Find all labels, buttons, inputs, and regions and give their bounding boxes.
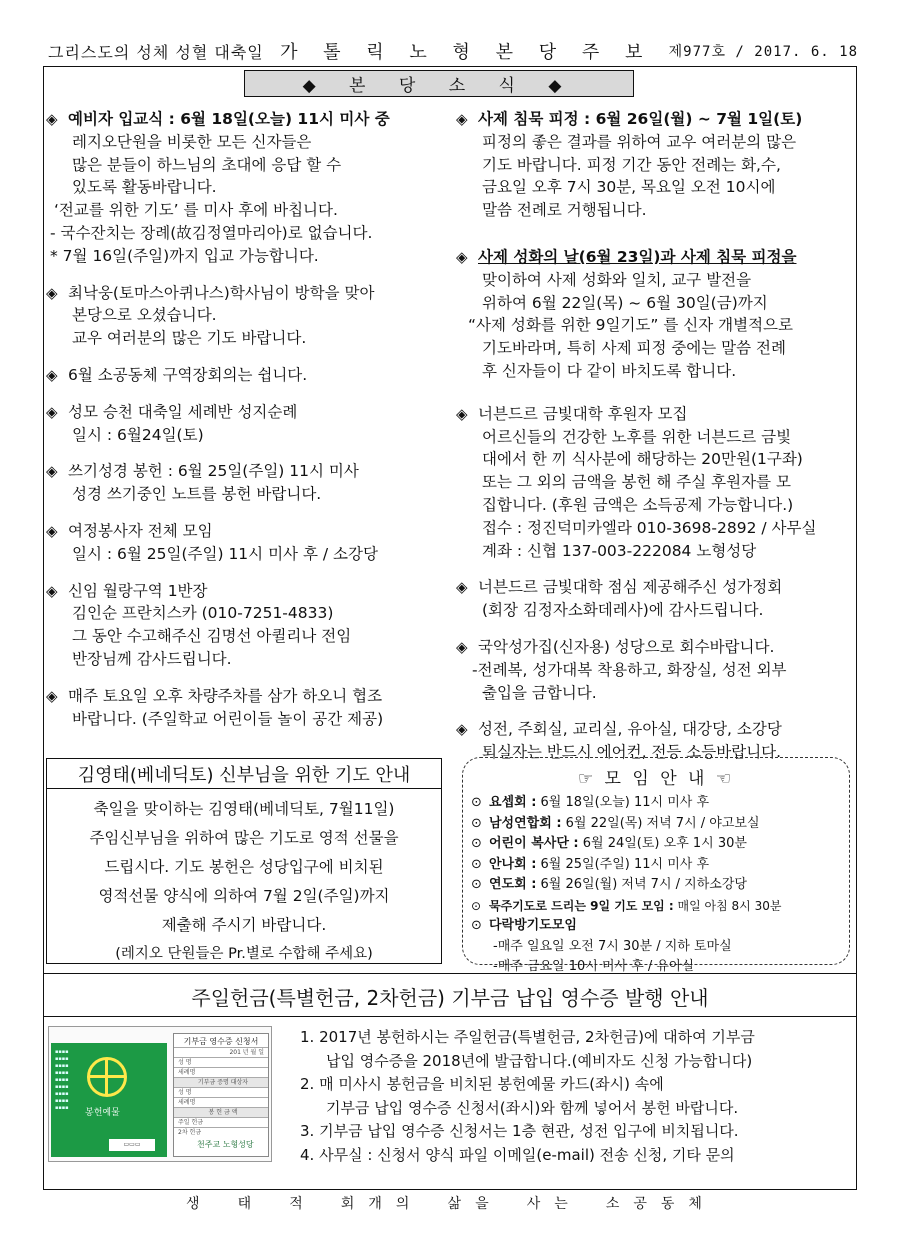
- diamond-icon: ◈: [46, 283, 58, 302]
- news-item-line: 본당으로 오셨습니다.: [72, 306, 217, 325]
- meeting-detail: 6월 22일(목) 저녁 7시 / 야고보실: [561, 815, 760, 831]
- instruction-continuation: 납입 영수증을 2018년에 발급합니다.(예비자도 신청 가능합니다): [326, 1051, 753, 1070]
- news-item-line: 계좌 : 신협 137-003-222084 노형성당: [482, 541, 757, 560]
- meeting-item: [471, 855, 849, 876]
- news-item-line: 후 신자들이 다 같이 바치도록 합니다.: [482, 361, 737, 380]
- left-column: [46, 108, 442, 744]
- circle-bullet-icon: ⊙: [471, 856, 482, 872]
- news-item-line: 많은 분들이 하느님의 초대에 응답 할 수: [72, 155, 342, 174]
- news-item-title: 매주 토요일 오후 차량주차를 삼가 하오니 협조: [68, 686, 383, 705]
- footer-word: 소공동체: [605, 1196, 716, 1212]
- meeting-name: 남성연합회 :: [489, 815, 562, 831]
- footer-word: 적: [289, 1196, 317, 1212]
- news-item-title: 6월 소공동체 구역장회의는 쉽니다.: [68, 365, 308, 384]
- meeting-detail: 6월 24일(토) 오후 1시 30분: [578, 836, 747, 851]
- parish-logo: 천주교 노형성당: [197, 1140, 254, 1149]
- form-row: 기부금 증명 대상자: [174, 1077, 268, 1087]
- meeting-item: [471, 896, 849, 917]
- envelope-text: ▪▪▪▪ ▪▪▪▪ ▪▪▪▪ ▪▪▪▪ ▪▪▪▪ ▪▪▪▪ ▪▪▪▪ ▪▪▪▪ ▪▪▪▪: [55, 1049, 69, 1111]
- receipt-notice-title: 주일헌금(특별헌금, 2차헌금) 기부금 납입 영수증 발행 안내: [191, 985, 709, 1010]
- issue-number: 제977호 / 2017. 6. 18: [668, 44, 858, 60]
- news-item-title: 성전, 주회실, 교리실, 유아실, 대강당, 소강당: [478, 720, 782, 739]
- instruction-number: 1.: [300, 1028, 315, 1046]
- news-item-line: 교우 여러분의 많은 기도 바랍니다.: [72, 329, 307, 348]
- diamond-icon: ◈: [456, 720, 468, 739]
- diamond-icon: ◈: [46, 110, 58, 128]
- diamond-icon: ◈: [46, 365, 58, 384]
- instruction-number: 4.: [300, 1145, 315, 1164]
- diamond-icon: ◈: [456, 247, 468, 266]
- circle-bullet-icon: ⊙: [471, 836, 482, 851]
- news-item-line: 기도 바랍니다. 피정 기간 동안 전례는 화,수,: [482, 155, 781, 174]
- news-item-line: 집합니다. (후원 금액은 소득공제 가능합니다.): [482, 495, 794, 514]
- news-item-line: 맞이하여 사제 성화와 일치, 교구 발전을: [482, 270, 752, 289]
- envelope-label: 봉헌예물: [85, 1108, 120, 1118]
- instruction-number: 3.: [300, 1122, 315, 1140]
- diamond-icon: ◈: [456, 637, 468, 656]
- news-item-line: 일시 : 6월 25일(주일) 11시 미사 후 / 소강당: [72, 544, 378, 563]
- meeting-name: 다락방기도모임: [489, 918, 577, 933]
- meeting-item: [471, 834, 849, 855]
- receipt-form-image: [48, 1026, 272, 1162]
- right-column: [456, 108, 854, 778]
- news-item-line: (회장 김정자소화데레사)에 감사드립니다.: [482, 601, 764, 620]
- prayer-line: 영적선물 양식에 의하여 7월 2일(주일)까지: [98, 887, 390, 905]
- news-item-title: 여정봉사자 전체 모임: [68, 521, 213, 540]
- meeting-detail: 6월 26일(월) 저녁 7시 / 지하소강당: [536, 877, 747, 892]
- news-item-line: 반장님께 감사드립니다.: [72, 649, 232, 668]
- footer-word: 생: [186, 1196, 214, 1212]
- meeting-name: 안나회 :: [489, 856, 537, 872]
- news-item: [456, 403, 854, 563]
- news-item-line: -전례복, 성가대복 착용하고, 화장실, 성전 외부: [472, 660, 787, 679]
- page-header: [48, 38, 858, 64]
- form-row: 봉 헌 금 액: [174, 1107, 268, 1117]
- news-item-line: 금요일 오후 7시 30분, 목요일 오전 10시에: [482, 178, 776, 197]
- instruction-item: [300, 1073, 850, 1097]
- news-item-line: 피정의 좋은 결과를 위하여 교우 여러분의 많은: [482, 132, 797, 151]
- meeting-name: 요셉회 :: [489, 795, 537, 810]
- meeting-item: [471, 916, 849, 937]
- meeting-detail: 6월 18일(오늘) 11시 미사 후: [536, 795, 710, 810]
- news-item-line: “사제 성화를 위한 9일기도” 를 신자 개별적으로: [468, 316, 793, 335]
- instruction-text: 사무실 : 신청서 양식 파일 이메일(e-mail) 전송 신청, 기타 문의: [319, 1145, 735, 1164]
- news-item-title: 사제 성화의 날(6월 23일)과 사제 침묵 피정을: [478, 247, 797, 266]
- diamond-icon: ◈: [46, 402, 58, 421]
- news-item-line: * 7월 16일(주일)까지 입교 가능합니다.: [50, 246, 319, 265]
- news-item: [46, 580, 442, 671]
- meeting-subitem: -매주 일요일 오전 7시 30분 / 지하 토마실: [493, 938, 732, 954]
- news-item-line: 대에서 한 끼 식사분에 해당하는 20만원(1구좌): [482, 450, 803, 469]
- instruction-item: [300, 1144, 850, 1168]
- news-item: [456, 108, 854, 222]
- prayer-line: 드립시다. 기도 봉헌은 성당입구에 비치된: [104, 858, 384, 876]
- news-item-line: 그 동안 수고해주신 김명선 아퀼리나 전임: [72, 627, 352, 646]
- meeting-item: [471, 793, 849, 814]
- meeting-item: [471, 875, 849, 896]
- footer-word: 회개의: [340, 1196, 424, 1212]
- footer-word: 태: [237, 1196, 266, 1212]
- diamond-icon: ◈: [46, 686, 58, 705]
- news-item-line: 바랍니다. (주일학교 어린이들 놀이 공간 제공): [72, 709, 384, 728]
- form-title: 기부금 영수증 신청서: [183, 1037, 259, 1046]
- bulletin-title: 가 톨 릭 노 형 본 당 주 보: [280, 42, 653, 63]
- meeting-schedule-title: ☞ 모 임 안 내 ☜: [577, 769, 735, 789]
- prayer-line: (레지오 단원들은 Pr.별로 수합해 주세요): [115, 946, 373, 962]
- meeting-detail: 매일 아침 8시 30분: [673, 898, 782, 913]
- footer-motto: [186, 1193, 716, 1213]
- section-divider: [43, 973, 857, 974]
- form-row: 세례명: [174, 1097, 268, 1107]
- footer-word: 삶을: [447, 1196, 503, 1212]
- instruction-text: 기부금 납입 영수증 신청서는 1층 현관, 성전 입구에 비치됩니다.: [319, 1122, 739, 1140]
- news-item-line: 일시 : 6월24일(토): [72, 425, 204, 444]
- prayer-notice-title: 김영태(베네딕토) 신부님을 위한 기도 안내: [47, 759, 441, 789]
- news-item-line: 어르신들의 건강한 노후를 위한 너븐드르 금빛: [482, 427, 792, 446]
- news-item: [456, 246, 854, 383]
- news-item-title: 너븐드르 금빛대학 점심 제공해주신 성가정회: [478, 578, 783, 597]
- news-item: [46, 364, 442, 387]
- section-divider: [43, 1016, 857, 1017]
- meeting-name: 묵주기도로 드리는 9일 기도 모임 :: [489, 898, 674, 913]
- news-item: [46, 282, 442, 350]
- receipt-instructions: [300, 1026, 850, 1167]
- diamond-icon: ◈: [46, 581, 58, 600]
- diamond-icon: ◈: [456, 578, 468, 597]
- meeting-list: [471, 793, 849, 978]
- news-item-line: 말씀 전례로 거행됩니다.: [482, 201, 647, 220]
- news-item-title: 최낙웅(토마스아퀴나스)학사님이 방학을 맞아: [68, 283, 375, 302]
- prayer-line: 축일을 맞이하는 김영태(베네딕토, 7월11일): [93, 800, 395, 818]
- diamond-icon: ◈: [46, 521, 58, 540]
- instruction-item: [300, 1120, 850, 1144]
- footer-word: 사는: [526, 1196, 582, 1212]
- form-row: 성 명: [174, 1087, 268, 1097]
- meeting-subitem: -매주 금요일 10시 미사 후 / 유아실: [493, 959, 695, 974]
- news-item-title: 예비자 입교식 : 6월 18일(오늘) 11시 미사 중: [68, 110, 390, 128]
- cross-circle-icon: [87, 1057, 127, 1097]
- news-item-line: 기도바라며, 특히 사제 피정 중에는 말씀 전례: [482, 339, 787, 358]
- news-item-line: 성경 쓰기중인 노트를 봉헌 바랍니다.: [72, 485, 322, 504]
- instruction-continuation: 기부금 납입 영수증 신청서(좌시)와 함께 넣어서 봉헌 바랍니다.: [326, 1098, 739, 1117]
- form-row: 2차 헌금: [174, 1127, 268, 1137]
- news-item-title: 신임 월랑구역 1반장: [68, 581, 208, 600]
- news-item-line: 퇴실자는 반드시 에어컨, 전등 소등바랍니다.: [482, 743, 782, 762]
- news-item: [46, 685, 442, 731]
- news-item-line: 김인순 프란치스카 (010-7251-4833): [72, 604, 334, 623]
- meeting-schedule-box: [462, 757, 850, 974]
- news-item-title: 성모 승천 대축일 세례반 성지순례: [68, 402, 298, 421]
- prayer-line: 주임신부님을 위하여 많은 기도로 영적 선물을: [89, 829, 399, 847]
- news-item-title: 국악성가집(신자용) 성당으로 회수바랍니다.: [478, 637, 775, 656]
- circle-bullet-icon: ⊙: [471, 795, 482, 810]
- news-item-title: 쓰기성경 봉헌 : 6월 25일(주일) 11시 미사: [68, 462, 359, 481]
- diamond-icon: ◈: [456, 404, 468, 423]
- news-item-line: 출입을 금합니다.: [482, 683, 597, 702]
- form-row: 201 년 월 일: [174, 1047, 268, 1057]
- offering-envelope: [51, 1043, 167, 1157]
- envelope-tab: ▭▭▭: [109, 1139, 155, 1151]
- news-item-line: 위하여 6월 22일(목) ~ 6월 30일(금)까지: [482, 293, 768, 312]
- meeting-item: [471, 814, 849, 835]
- news-item: [46, 520, 442, 566]
- news-item-line: - 국수잔치는 장례(故김정열마리아)로 없습니다.: [50, 223, 373, 242]
- instruction-text: 매 미사시 봉헌금을 비치된 봉헌예물 카드(좌시) 속에: [319, 1075, 664, 1093]
- prayer-notice-box: [46, 758, 442, 964]
- form-row: 주일 헌금: [174, 1117, 268, 1127]
- form-row: 세례명: [174, 1067, 268, 1077]
- news-item-line: 또는 그 외의 금액을 봉헌 해 주실 후원자를 모: [482, 473, 791, 492]
- news-item: [46, 401, 442, 447]
- news-item: [46, 460, 442, 506]
- news-item-line: 있도록 활동바랍니다.: [72, 178, 217, 197]
- circle-bullet-icon: ⊙: [471, 898, 482, 913]
- meeting-name: 연도회 :: [489, 877, 537, 892]
- instruction-item: [300, 1026, 850, 1050]
- instruction-number: 2.: [300, 1075, 315, 1093]
- circle-bullet-icon: ⊙: [471, 918, 482, 933]
- circle-bullet-icon: ⊙: [471, 877, 482, 892]
- diamond-icon: ◈: [456, 110, 468, 128]
- instruction-text: 2017년 봉헌하시는 주일헌금(특별헌금, 2차헌금)에 대하여 기부금: [319, 1028, 755, 1046]
- meeting-detail: 6월 25일(주일) 11시 미사 후: [536, 856, 710, 872]
- news-item-line: 접수 : 정진덕미카엘라 010-3698-2892 / 사무실: [482, 518, 817, 537]
- news-item: [456, 576, 854, 622]
- section-banner: ◆ 본 당 소 식 ◆: [244, 70, 634, 97]
- prayer-line: 제출해 주시기 바랍니다.: [161, 916, 327, 934]
- news-item-title: 사제 침묵 피정 : 6월 26일(월) ~ 7월 1일(토): [478, 110, 803, 128]
- feast-name: 그리스도의 성체 성혈 대축일: [48, 42, 264, 62]
- diamond-icon: ◈: [46, 462, 58, 481]
- news-item: [46, 108, 442, 268]
- news-item-line: 레지오단원을 비롯한 모든 신자들은: [72, 132, 312, 151]
- news-item-title: 너븐드르 금빛대학 후원자 모집: [478, 404, 688, 423]
- prayer-notice-body: [47, 795, 441, 969]
- news-item: [456, 636, 854, 704]
- news-item-line: ‘전교를 위한 기도’ 를 미사 후에 바칩니다.: [54, 201, 338, 220]
- meeting-name: 어린이 복사단 :: [489, 836, 579, 851]
- circle-bullet-icon: ⊙: [471, 815, 482, 831]
- form-row: 성 명: [174, 1057, 268, 1067]
